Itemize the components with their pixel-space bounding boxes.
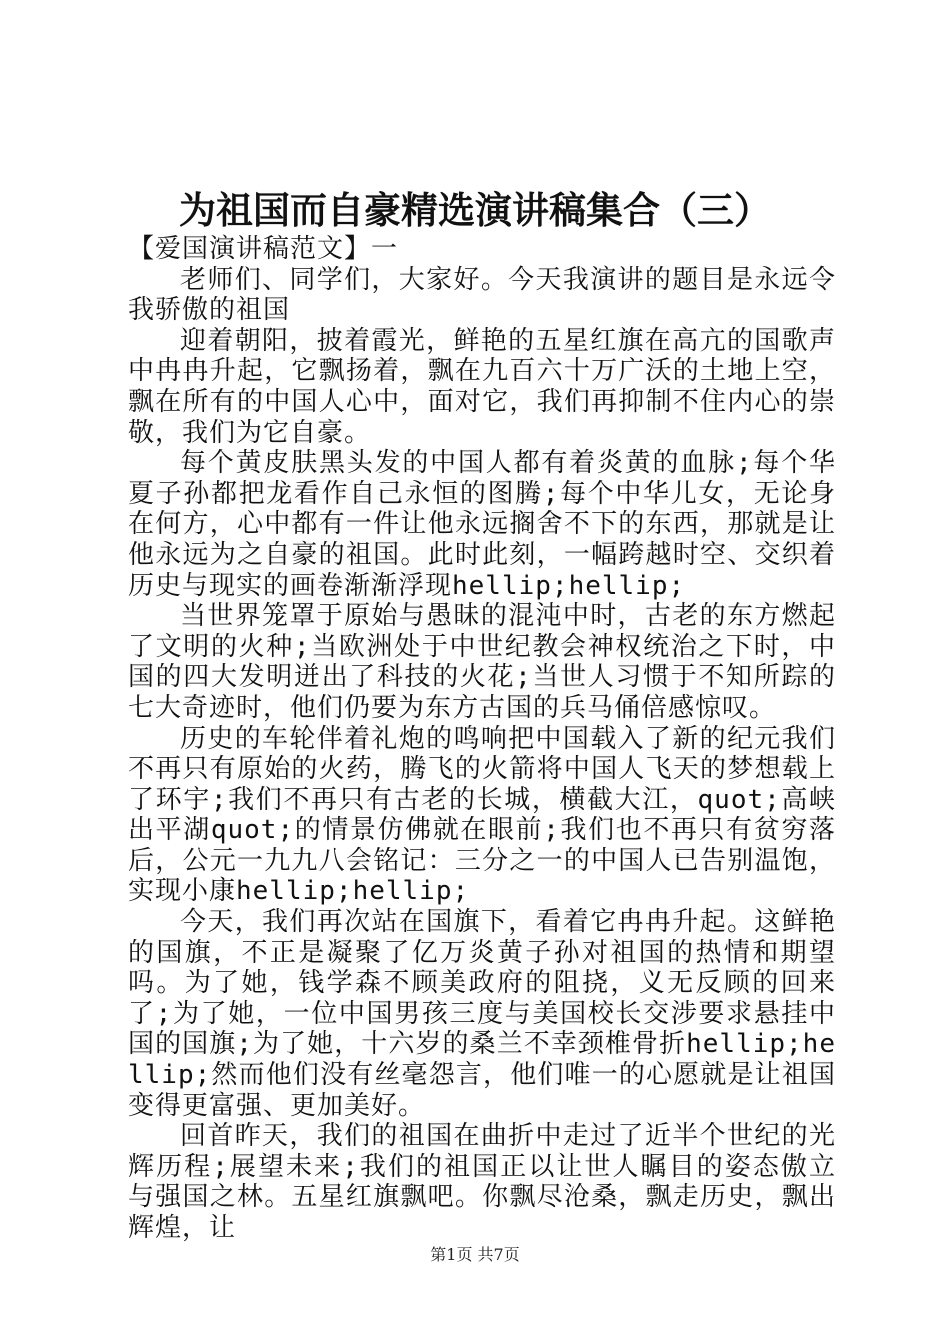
document-title: 为祖国而自豪精选演讲稿集合（三）	[179, 188, 771, 232]
section-heading: 【爱国演讲稿范文】一	[128, 234, 399, 264]
paragraph: 历史的车轮伴着礼炮的鸣响把中国载入了新的纪元我们不再只有原始的火药，腾飞的火箭将中国人飞天的梦想载上了环宇;我们不再只有古老的长城，横截大江，quot;高峡出平湖quot;的情景仿佛就在眼前;我们也不再只有贫穷落后，公元一九九八会铭记：三分之一的中国人已告别温饱，实现小康hellip;hellip;	[128, 723, 836, 907]
paragraph: 每个黄皮肤黑头发的中国人都有着炎黄的血脉;每个华夏子孙都把龙看作自己永恒的图腾;每个中华儿女，无论身在何方，心中都有一件让他永远搁舍不下的东西，那就是让他永远为之自豪的祖国。此时此刻，一幅跨越时空、交织着历史与现实的画卷渐渐浮现hellip;hellip;	[128, 448, 836, 601]
paragraph: 当世界笼罩于原始与愚昧的混沌中时，古老的东方燃起了文明的火种;当欧洲处于中世纪教会神权统治之下时，中国的四大发明迸出了科技的火花;当世人习惯于不知所踪的七大奇迹时，他们仍要为东方古国的兵马俑倍感惊叹。	[128, 601, 836, 723]
paragraph: 迎着朝阳，披着霞光，鲜艳的五星红旗在高亢的国歌声中冉冉升起，它飘扬着，飘在九百六十万广沃的土地上空，飘在所有的中国人心中，面对它，我们再抑制不住内心的崇敬，我们为它自豪。	[128, 325, 836, 448]
paragraph: 今天，我们再次站在国旗下，看着它冉冉升起。这鲜艳的国旗，不正是凝聚了亿万炎黄子孙对祖国的热情和期望吗。为了她，钱学森不顾美政府的阻挠，义无反顾的回来了;为了她，一位中国男孩三度与美国校长交涉要求悬挂中国的国旗;为了她，十六岁的桑兰不幸颈椎骨折hellip;hellip;然而他们没有丝毫怨言，他们唯一的心愿就是让祖国变得更富强、更加美好。	[128, 907, 836, 1121]
paragraph: 回首昨天，我们的祖国在曲折中走过了近半个世纪的光辉历程;展望未来;我们的祖国正以让世人瞩目的姿态傲立与强国之林。五星红旗飘吧。你飘尽沧桑，飘走历史，飘出辉煌，让	[128, 1121, 836, 1243]
paragraph: 老师们、同学们，大家好。今天我演讲的题目是永远令我骄傲的祖国	[128, 264, 836, 326]
document-body	[128, 234, 836, 1244]
page-footer: 第1页 共7页	[430, 1245, 520, 1264]
